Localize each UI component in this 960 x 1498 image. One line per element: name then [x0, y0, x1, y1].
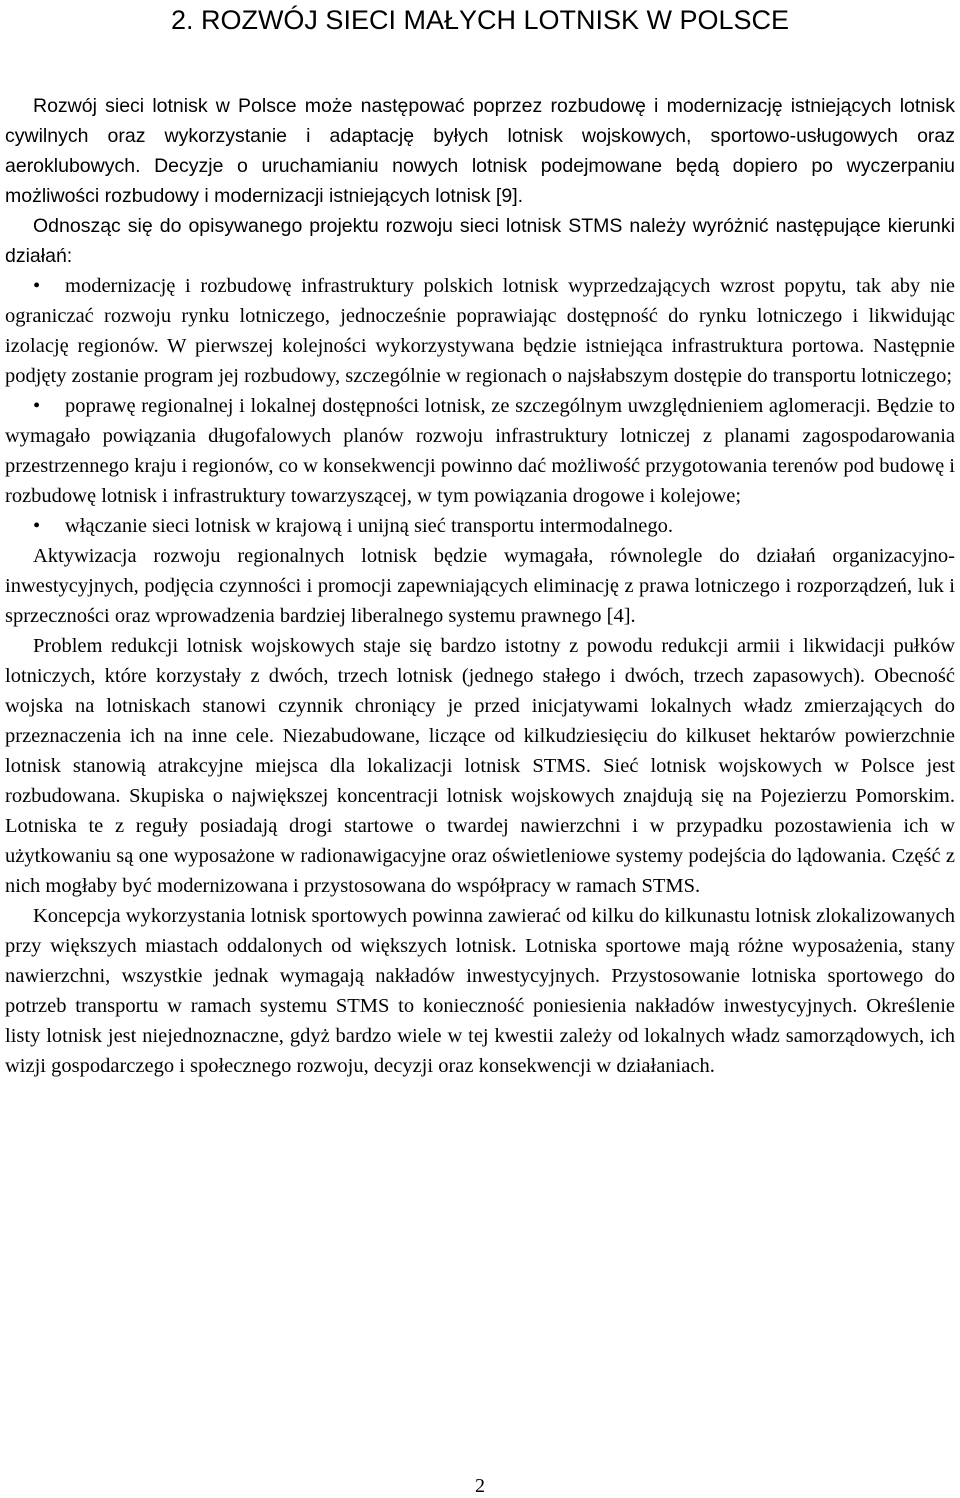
page-number: 2 [475, 1475, 485, 1497]
directions-list [5, 271, 955, 541]
list-item-text: włączanie sieci lotnisk w krajową i unijną sieć transportu intermodalnego. [65, 515, 673, 537]
bullet-icon: • [33, 515, 41, 537]
section-title: 2. ROZWÓJ SIECI MAŁYCH LOTNISK W POLSCE [170, 5, 790, 35]
bullet-icon: • [33, 395, 41, 417]
list-item-text: modernizację i rozbudowę infrastruktury polskich lotnisk wyprzedzających wzrost popytu, tak aby nie ograniczać rozwoju rynku lotniczego, jednocześnie poprawiając dostępność do rynku lotniczego i likwidując izolację regionów. W pierwszej kolejności wykorzystywana będzie istniejąca infrastruktura portowa. Następnie podjęty zostanie program jej rozbudowy, szczególnie w regionach o najsłabszym dostępie do transportu lotniczego; [5, 275, 955, 387]
list-item-text: poprawę regionalnej i lokalnej dostępności lotnisk, ze szczególnym uwzględnieniem aglomeracji. Będzie to wymagało powiązania długofalowych planów rozwoju infrastruktury lotniczej z planami zagospodarowania przestrzennego kraju i regionów, co w konsekwencji powinno dać możliwość przygotowania terenów pod budowę i rozbudowę lotnisk i infrastruktury towarzyszącej, w tym powiązania drogowe i kolejowe; [5, 395, 955, 507]
list-item [5, 511, 955, 541]
document-page [5, 0, 955, 1498]
list-item [5, 271, 955, 391]
paragraph-sport-airports: Koncepcja wykorzystania lotnisk sportowych powinna zawierać od kilku do kilkunastu lotnisk zlokalizowanych przy większych miastach oddalonych od większych lotnisk. Lotniska sportowe mają różne wyposażenia, stany nawierzchni, wszystkie jednak wymagają nakładów inwestycyjnych. Przystosowanie lotniska sportowego do potrzeb transportu w ramach systemu STMS to konieczność poniesienia nakładów inwestycyjnych. Określenie listy lotnisk jest niejednoznaczne, gdyż bardzo wiele w tej kwestii zależy od lokalnych władz samorządowych, ich wizji gospodarczego i społecznego rozwoju, decyzji oraz konsekwencji w działaniach. [5, 905, 955, 1077]
body-text [5, 91, 955, 1081]
bullet-icon: • [33, 275, 41, 297]
paragraph-military-airports: Problem redukcji lotnisk wojskowych staje się bardzo istotny z powodu redukcji armii i likwidacji pułków lotniczych, które korzystały z dwóch, trzech lotnisk (jednego stałego i dwóch, trzech zapasowych). Obecność wojska na lotniskach stanowi czynnik chroniący je przed inicjatywami lokalnych władz zmierzających do przeznaczenia ich na inne cele. Niezabudowane, liczące od kilkudziesięciu do kilkuset hektarów powierzchnie lotnisk stanowią atrakcyjne miejsca dla lokalizacji lotnisk STMS. Sieć lotnisk wojskowych w Polsce jest rozbudowana. Skupiska o największej koncentracji lotnisk wojskowych znajdują się na Pojezierzu Pomorskim. Lotniska te z reguły posiadają drogi startowe o twardej nawierzchni i w przypadku pozostawienia ich w użytkowaniu są one wyposażone w radionawigacyjne oraz oświetleniowe systemy podejścia do lądowania. Część z nich mogłaby być modernizowana i przystosowana do współpracy w ramach STMS. [5, 635, 955, 897]
paragraph-directions-lead: Odnosząc się do opisywanego projektu rozwoju sieci lotnisk STMS należy wyróżnić następujące kierunki działań: [5, 215, 955, 267]
paragraph-intro: Rozwój sieci lotnisk w Polsce może następować poprzez rozbudowę i modernizację istniejących lotnisk cywilnych oraz wykorzystanie i adaptację byłych lotnisk wojskowych, sportowo-usługowych oraz aeroklubowych. Decyzje o uruchamianiu nowych lotnisk podejmowane będą dopiero po wyczerpaniu możliwości rozbudowy i modernizacji istniejących lotnisk [9]. [5, 95, 955, 207]
list-item [5, 391, 955, 511]
paragraph-activation: Aktywizacja rozwoju regionalnych lotnisk będzie wymagała, równolegle do działań organizacyjno-inwestycyjnych, podjęcia czynności i promocji zapewniających eliminację z prawa lotniczego i rozporządzeń, luk i sprzeczności oraz wprowadzenia bardziej liberalnego systemu prawnego [4]. [5, 545, 955, 627]
